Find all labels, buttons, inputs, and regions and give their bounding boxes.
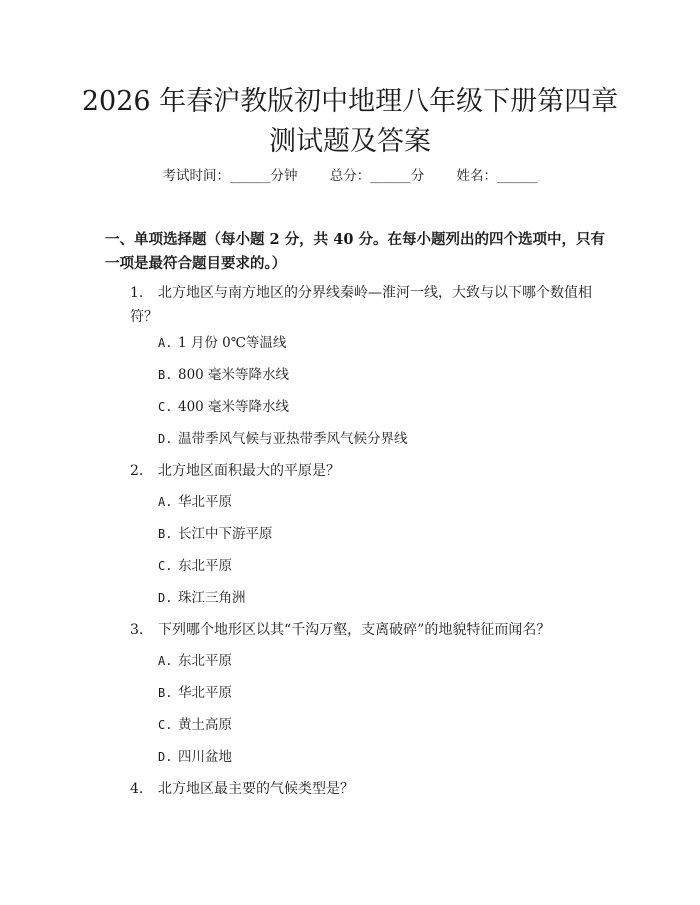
student-name: 姓名：______ [456,168,538,184]
question-text: 北方地区面积最大的平原是？ [158,463,340,479]
option-letter: B. [158,686,173,700]
option-text: 黄土高原 [178,717,232,733]
option-text: 1 月份 0℃等温线 [178,335,287,351]
option-text: 温带季风气候与亚热带季风气候分界线 [178,431,408,447]
question-2 [130,459,600,483]
option-text: 四川盆地 [178,749,232,765]
question-number: 2. [130,463,144,479]
option-text: 400 毫米等降水线 [178,399,290,415]
option-2b [158,523,598,545]
question-text: 北方地区与南方地区的分界线秦岭—淮河一线，大致与以下哪个数值相符？ [130,285,592,325]
option-1a [158,332,598,354]
option-2a [158,491,598,513]
option-2d [158,587,598,609]
total-score: 总分：______分 [329,168,425,184]
question-number: 3. [130,622,144,638]
option-letter: C. [158,400,173,414]
option-letter: A. [158,336,173,350]
question-3 [130,618,600,642]
option-text: 东北平原 [178,653,232,669]
option-3b [158,682,598,704]
option-3c [158,714,598,736]
exam-meta [0,166,700,186]
page-title [60,82,640,162]
title-line-1: 2026 年春沪教版初中地理八年级下册第四章 [81,86,619,117]
option-letter: A. [158,495,173,509]
option-text: 长江中下游平原 [178,526,273,542]
question-1 [130,281,600,329]
option-letter: C. [158,718,173,732]
option-letter: D. [158,432,173,446]
option-text: 华北平原 [178,685,232,701]
option-letter: D. [158,750,173,764]
exam-time: 考试时间：______分钟 [162,168,298,184]
option-3a [158,650,598,672]
option-1b [158,364,598,386]
question-4 [130,777,600,801]
question-text: 北方地区最主要的气候类型是？ [158,781,354,797]
section-heading: 一、单项选择题（每小题 2 分，共 40 分。在每小题列出的四个选项中，只有一项是最符合题目要求的。） [105,231,605,272]
question-number: 1. [130,285,144,301]
option-text: 800 毫米等降水线 [178,367,290,383]
option-letter: C. [158,559,173,573]
option-text: 华北平原 [178,494,232,510]
option-letter: B. [158,368,173,382]
question-text: 下列哪个地形区以其“千沟万壑，支离破碎”的地貌特征而闻名？ [158,622,551,638]
option-text: 东北平原 [178,558,232,574]
question-number: 4. [130,781,144,797]
option-3d [158,746,598,768]
option-text: 珠江三角洲 [178,590,246,606]
title-line-2: 测试题及答案 [269,126,431,157]
option-2c [158,555,598,577]
option-letter: B. [158,527,173,541]
option-1d [158,428,598,450]
option-letter: D. [158,591,173,605]
option-1c [158,396,598,418]
option-letter: A. [158,654,173,668]
